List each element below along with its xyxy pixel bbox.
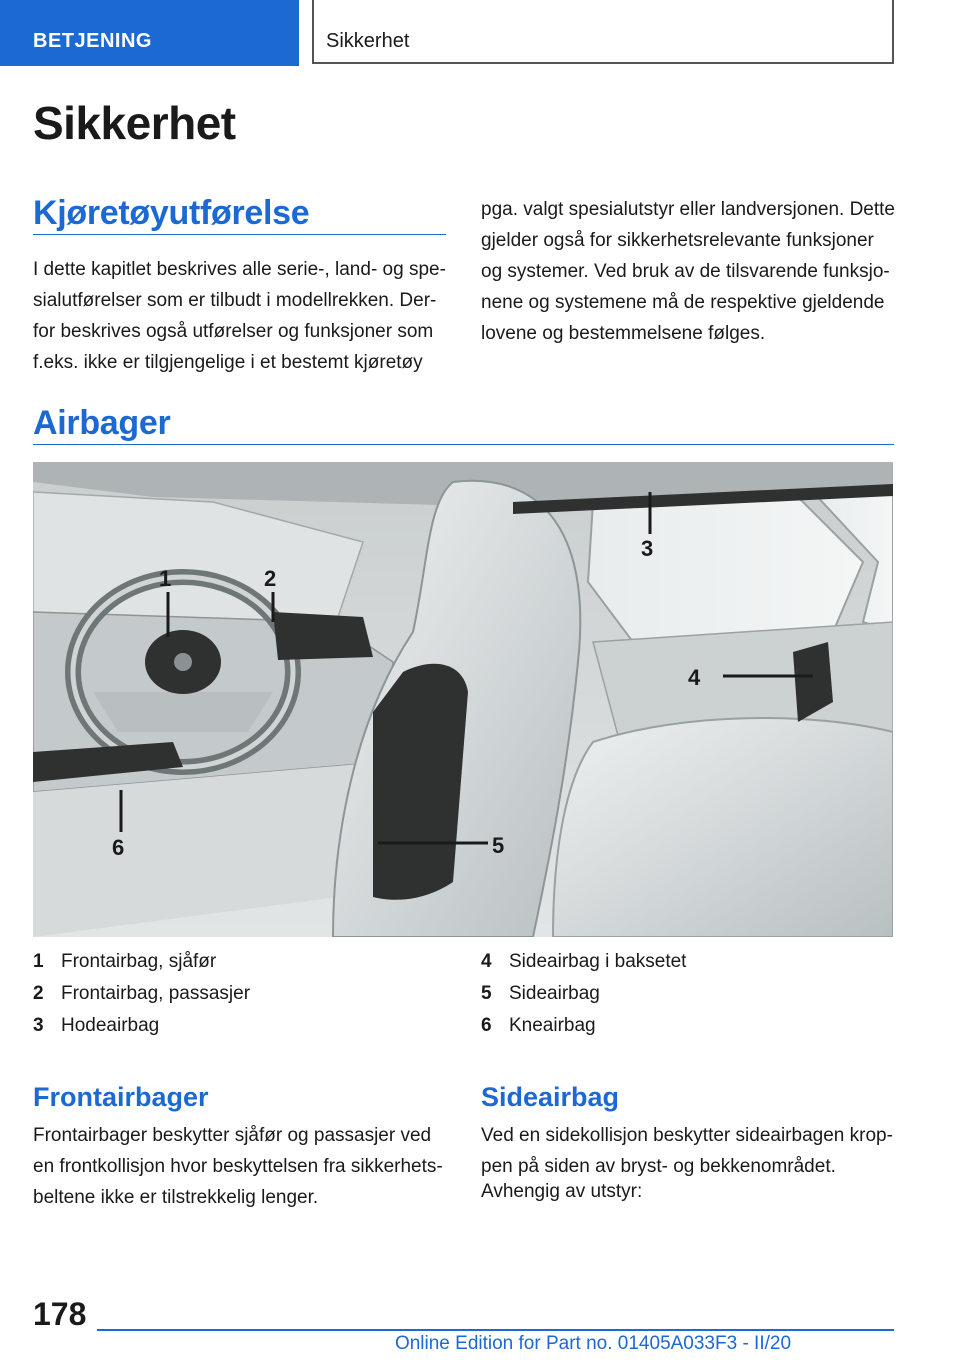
- frontairbager-paragraph: [33, 1120, 463, 1213]
- text-line: pga. valgt spesialutstyr eller landversjonen. Dette: [481, 199, 896, 220]
- text-line: en frontkollisjon hvor beskyttelsen fra sikkerhets-: [33, 1156, 443, 1177]
- text-line: beltene ikke er tilstrekkelig lenger.: [33, 1187, 319, 1208]
- heading-rule: [33, 444, 894, 445]
- sideairbag-note: Avhengig av utstyr:: [481, 1181, 643, 1202]
- callout-5: 5: [492, 833, 505, 858]
- page-number: 178: [33, 1296, 87, 1332]
- heading-kjoretoyutforelse: Kjøretøyutførelse: [33, 194, 310, 232]
- legend-number: 3: [33, 1015, 44, 1036]
- airbag-illustration: [33, 462, 893, 937]
- legend-number: 2: [33, 983, 44, 1004]
- legend-item: [33, 946, 250, 978]
- text-line: for beskrives også utførelser og funksjoner som: [33, 321, 434, 342]
- legend-item: [33, 1010, 250, 1042]
- legend-item: [481, 1010, 686, 1042]
- heading-sideairbag: Sideairbag: [481, 1082, 620, 1112]
- legend-item: [481, 946, 686, 978]
- interior-drawing: [33, 462, 893, 937]
- legend-number: 5: [481, 983, 492, 1004]
- section-tab: BETJENING: [0, 0, 299, 66]
- callout-6: 6: [112, 835, 125, 860]
- footer-edition: Online Edition for Part no. 01405A033F3 - II/20: [394, 1333, 792, 1354]
- legend-label: Hodeairbag: [61, 1015, 160, 1036]
- callout-3: 3: [641, 536, 654, 561]
- legend-number: 1: [33, 951, 44, 972]
- legend-label: Frontairbag, sjåfør: [61, 951, 217, 972]
- legend-label: Kneairbag: [509, 1015, 596, 1036]
- heading-frontairbager: Frontairbager: [33, 1082, 209, 1112]
- text-line: lovene og bestemmelsene følges.: [481, 323, 766, 344]
- legend-label: Frontairbag, passasjer: [61, 983, 251, 1004]
- callout-1: 1: [159, 566, 172, 591]
- intro-left-paragraph: [33, 254, 453, 378]
- legend-item: [481, 978, 686, 1010]
- legend-label: Sideairbag i baksetet: [509, 951, 687, 972]
- legend-item: [33, 978, 250, 1010]
- text-line: og systemer. Ved bruk av de tilsvarende funksjo-: [481, 261, 890, 282]
- text-line: sialutførelser som er tilbudt i modellrekken. Der-: [33, 290, 437, 311]
- legend-number: 4: [481, 951, 492, 972]
- text-line: I dette kapitlet beskrives alle serie-, land- og spe-: [33, 259, 446, 280]
- chapter-tab: Sikkerhet: [312, 0, 894, 64]
- legend-left: [33, 946, 250, 1042]
- text-line: gjelder også for sikkerhetsrelevante funksjoner: [481, 230, 874, 251]
- sideairbag-paragraph: [481, 1120, 911, 1182]
- text-line: f.eks. ikke er tilgjengelige i et bestemt kjøretøy: [33, 352, 423, 373]
- legend-label: Sideairbag: [509, 983, 600, 1004]
- callout-4: 4: [688, 665, 701, 690]
- text-line: nene og systemene må de respektive gjeldende: [481, 292, 885, 313]
- text-line: pen på siden av bryst- og bekkenområdet.: [481, 1156, 836, 1177]
- text-line: Ved en sidekollisjon beskytter sideairbagen krop-: [481, 1125, 893, 1146]
- heading-airbager: Airbager: [33, 404, 171, 442]
- footer-rule: [97, 1329, 894, 1331]
- page-title: Sikkerhet: [33, 97, 236, 149]
- heading-rule: [33, 234, 446, 235]
- intro-right-paragraph: [481, 194, 901, 349]
- legend-number: 6: [481, 1015, 492, 1036]
- callout-2: 2: [264, 566, 277, 591]
- text-line: Frontairbager beskytter sjåfør og passasjer ved: [33, 1125, 432, 1146]
- legend-right: [481, 946, 686, 1042]
